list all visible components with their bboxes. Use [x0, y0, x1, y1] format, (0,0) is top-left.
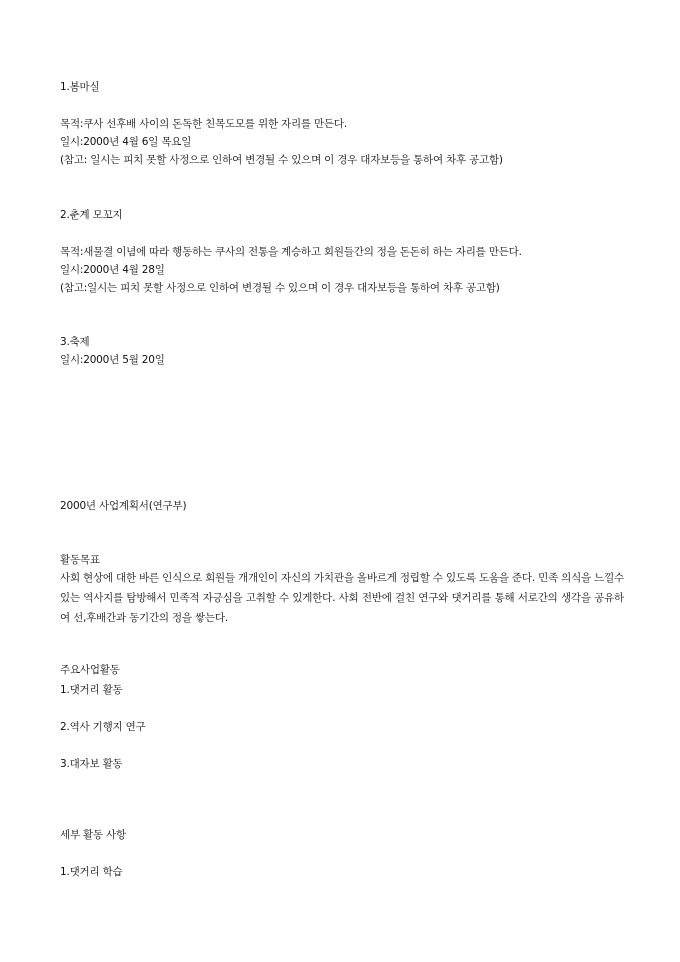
event-2-purpose: 목적:새물결 이념에 따라 행동하는 쿠사의 전통을 계승하고 회원들간의 정을 돈돈히 하는 자리를 만든다. [60, 246, 522, 258]
goals-heading: 활동목표 [60, 554, 100, 566]
event-2-date: 일시:2000년 4월 28일 [60, 264, 165, 276]
event-3-date: 일시:2000년 5월 20일 [60, 354, 165, 366]
plan-title: 2000년 사업계획서(연구부) [60, 500, 187, 512]
event-2-heading: 2.춘계 모꼬지 [60, 209, 123, 221]
event-1-note: (참고: 일시는 피치 못할 사정으로 인하여 변경될 수 있으며 이 경우 대자보등을 통하여 차후 공고함) [60, 154, 503, 166]
main-activity-item: 1.댓거리 활동 [60, 684, 123, 696]
details-item: 1.댓거리 학습 [60, 866, 123, 878]
goals-body: 사회 현상에 대한 바른 인식으로 회원들 개개인이 자신의 가치관을 올바르게 정립할 수 있도록 도움을 준다. 민족 의식을 느낄수 있는 역사지를 탐방해서 민족적 자긍심을 고취할 수 있게한다. 사회 전반에 걸친 연구와 댓거리를 통해 서로간의 생각을 공유하여 선,후배간과 동기간의 정을 쌓는다. [60, 572, 624, 624]
main-activity-item: 2.역사 기행지 연구 [60, 721, 146, 733]
details-heading: 세부 활동 사항 [60, 829, 126, 841]
event-2-note: (참고:일시는 피치 못할 사정으로 인하여 변경될 수 있으며 이 경우 대자보등을 통하여 차후 공고함) [60, 282, 500, 294]
event-1-date: 일시:2000년 4월 6일 목요일 [60, 136, 192, 148]
event-1-heading: 1.봄마실 [60, 81, 100, 93]
event-1-purpose: 목적:쿠사 선후배 사이의 돈독한 친목도모를 위한 자리를 만든다. [60, 118, 347, 130]
main-activities-heading: 주요사업활동 [60, 664, 120, 676]
event-3-heading: 3.축제 [60, 336, 90, 348]
main-activity-item: 3.대자보 활동 [60, 758, 123, 770]
